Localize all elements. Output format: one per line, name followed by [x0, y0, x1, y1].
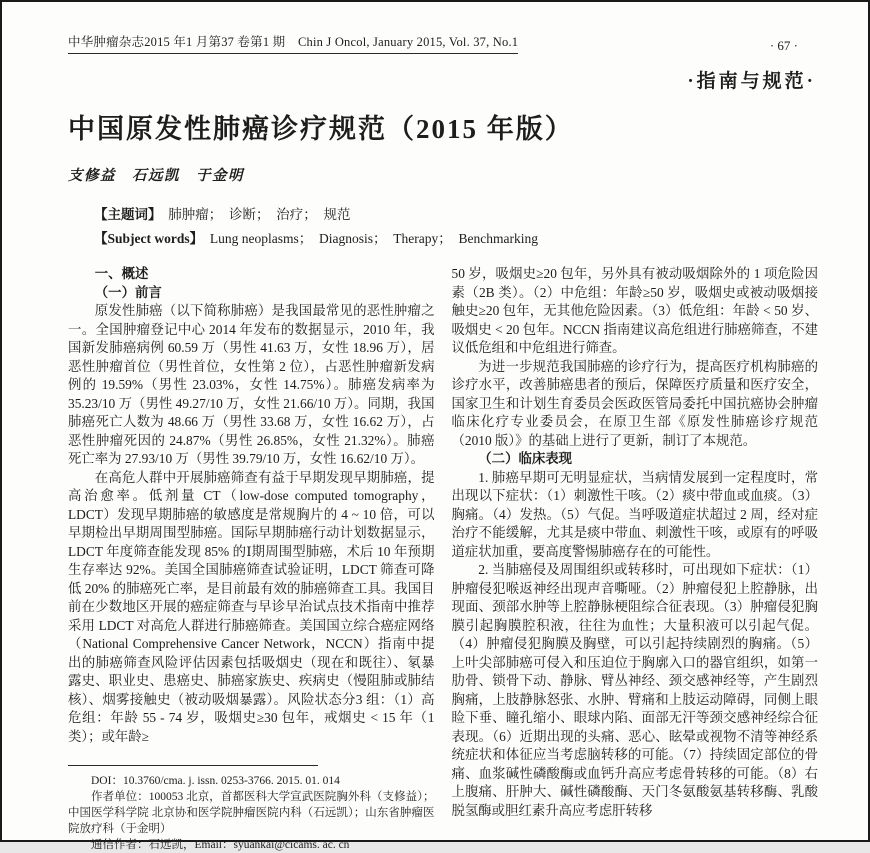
- keywords-block: [68, 203, 818, 251]
- body-columns: [68, 265, 818, 853]
- paragraph-invasion-symptoms: 2. 当肺癌侵及周围组织或转移时，可出现如下症状：（1）肿瘤侵犯喉返神经出现声音嘶哑。（2）肿瘤侵犯上腔静脉，出现面、颈部水肿等上腔静脉梗阻综合征表现。（3）肿瘤侵犯胸膜引起胸膜腔积液，往往为血性；大量积液可以引起气促。（4）肿瘤侵犯胸膜及胸壁，可以引起持续剧烈的胸痛。（5）上叶尖部肺癌可侵入和压迫位于胸廓入口的器官组织，如第一肋骨、锁骨下动、静脉、臂丛神经、颈交感神经等，产生剧烈胸痛，上肢静脉怒张、水肿、臂痛和上肢运动障碍，同侧上眼睑下垂、瞳孔缩小、眼球内陷、面部无汗等颈交感神经综合征表现。（6）近期出现的头痛、恶心、眩晕或视物不清等神经系统症状和体征应当考虑脑转移的可能。（7）持续固定部位的骨痛、血浆碱性磷酸酶或血钙升高应考虑骨转移的可能。（8）右上腹痛、肝肿大、碱性磷酸酶、天门冬氨酸氨基转移酶、乳酸脱氢酶或胆红素升高应考虑肝转移: [451, 562, 818, 818]
- paragraph-early-symptoms: 1. 肺癌早期可无明显症状，当病情发展到一定程度时，常出现以下症状：（1）刺激性干咳。（2）痰中带血或血痰。（3）胸痛。（4）发热。（5）气促。当呼吸道症状超过 2 周，经对症治疗不能缓解，尤其是痰中带血、刺激性干咳，或原有的呼吸道症状加重，要高度警惕肺癌存在的可能性。: [451, 469, 818, 559]
- journal-citation: 中华肿瘤杂志2015 年1 月第37 卷第1 期 Chin J Oncol, January 2015, Vol. 37, No.1: [68, 32, 518, 54]
- keywords-cn-line: [94, 203, 818, 227]
- keywords-en-line: [94, 227, 818, 251]
- column-banner: ·指南与规范·: [687, 71, 816, 92]
- paragraph-screening: 在高危人群中开展肺癌筛查有益于早期发现早期肺癌，提高治愈率。低剂量 CT（low-dose computed tomography，LDCT）发现早期肺癌的敏感度是常规胸片的 4 ~ 10 倍，可以早期检出早期周围型肺癌。国际早期肺癌行动计划数据显示，LDCT 年度筛查能发现 85% 的Ⅰ期周围型肺癌，术后 10 年预期生存率达 92%。美国全国肺癌筛查试验证明，LDCT 筛查可降低 20% 的肺癌死亡率，是目前最有效的肺癌筛查工具。我国目前在少数地区开展的癌症筛查与早诊早治试点技术指南中推荐采用 LDCT 对高危人群进行肺癌筛查。美国国立综合癌症网络（National Comprehensive Cancer Network，NCCN）指南中提出的肺癌筛查风险评估因素包括吸烟史（现在和既往）、氡暴露史、职业史、患癌史、肺癌家族史、疾病史（慢阻肺或肺结核）、烟雾接触史（被动吸烟暴露）。风险状态分3 组：（1）高危组：年龄 55 - 74 岁，吸烟史≥30 包年，戒烟史 < 15 年（1 类）；或年龄≥: [68, 469, 435, 744]
- footnote-affiliations: 作者单位：100053 北京，首都医科大学宣武医院胸外科（支修益）；中国医学科学院 北京协和医学院肿瘤医院内科（石远凯）；山东省肿瘤医院放疗科（于金明）: [68, 791, 435, 835]
- footnote-doi: DOI：10.3760/cma. j. issn. 0253-3766. 2015. 01. 014: [91, 775, 340, 787]
- keywords-cn-terms: 肺肿瘤； 诊断； 治疗； 规范: [154, 207, 351, 222]
- left-column: [68, 265, 435, 853]
- paragraph-guideline-purpose: 为进一步规范我国肺癌的诊疗行为，提高医疗机构肺癌的诊疗水平，改善肺癌患者的预后，保障医疗质量和医疗安全，国家卫生和计划生育委员会医政医管局委托中国抗癌协会肿瘤临床化疗专业委员会，在原卫生部《原发性肺癌诊疗规范（2010 版）》的基础上进行了更新，制订了本规范。: [451, 358, 818, 448]
- keywords-cn-label: 【主题词】: [94, 207, 155, 222]
- footnote-divider: [68, 765, 318, 766]
- footnote-correspondence: 通信作者：石远凯，Email：syuankai@cicams. ac. cn: [91, 839, 350, 851]
- subsection-heading-foreword: （一）前言: [94, 284, 162, 300]
- page-header: [68, 32, 818, 54]
- section-heading-overview: 一、概述: [94, 266, 149, 281]
- keywords-en-terms: Lung neoplasms； Diagnosis； Therapy； Benchmarking: [196, 231, 538, 246]
- keywords-en-label: 【Subject words】: [94, 231, 197, 246]
- paragraph-epidemiology: 原发性肺癌（以下简称肺癌）是我国最常见的恶性肿瘤之一。全国肿瘤登记中心 2014 年发布的数据显示，2010 年，我国新发肺癌病例 60.59 万（男性 41.63 万，女性 18.96 万），居恶性肿瘤首位（男性首位，女性第 2 位），占恶性肿瘤新发病例的 19.59%（男性 23.03%，女性 14.75%）。肺癌发病率为 35.23/10 万（男性 49.27/10 万，女性 21.66/10 万）。同期，我国肺癌死亡人数为 48.66 万（男性 33.68 万，女性 16.62 万），占恶性肿瘤死因的 24.87%（男性 26.85%，女性 21.32%）。肺癌死亡率为 27.93/10 万（男性 39.79/10 万，女性 16.62/10 万）。: [68, 303, 435, 466]
- footnote-block: [68, 765, 435, 853]
- paragraph-risk-groups: 50 岁，吸烟史≥20 包年，另外具有被动吸烟除外的 1 项危险因素（2B 类）。（2）中危组：年龄≥50 岁，吸烟史或被动吸烟接触史≥20 包年，无其他危险因素。（3）低危组：年龄 < 50 岁、吸烟史 < 20 包年。NCCN 指南建议高危组进行肺癌筛查，不建议低危组和中危组进行筛查。: [451, 266, 818, 355]
- right-column: [452, 265, 819, 853]
- subsection-heading-clinical: （二）临床表现: [478, 451, 573, 466]
- authors-line: 支修益 石远凯 于金明: [68, 168, 244, 184]
- article-title: 中国原发性肺癌诊疗规范（2015 年版）: [68, 114, 574, 144]
- page-number: · 67 ·: [769, 38, 798, 53]
